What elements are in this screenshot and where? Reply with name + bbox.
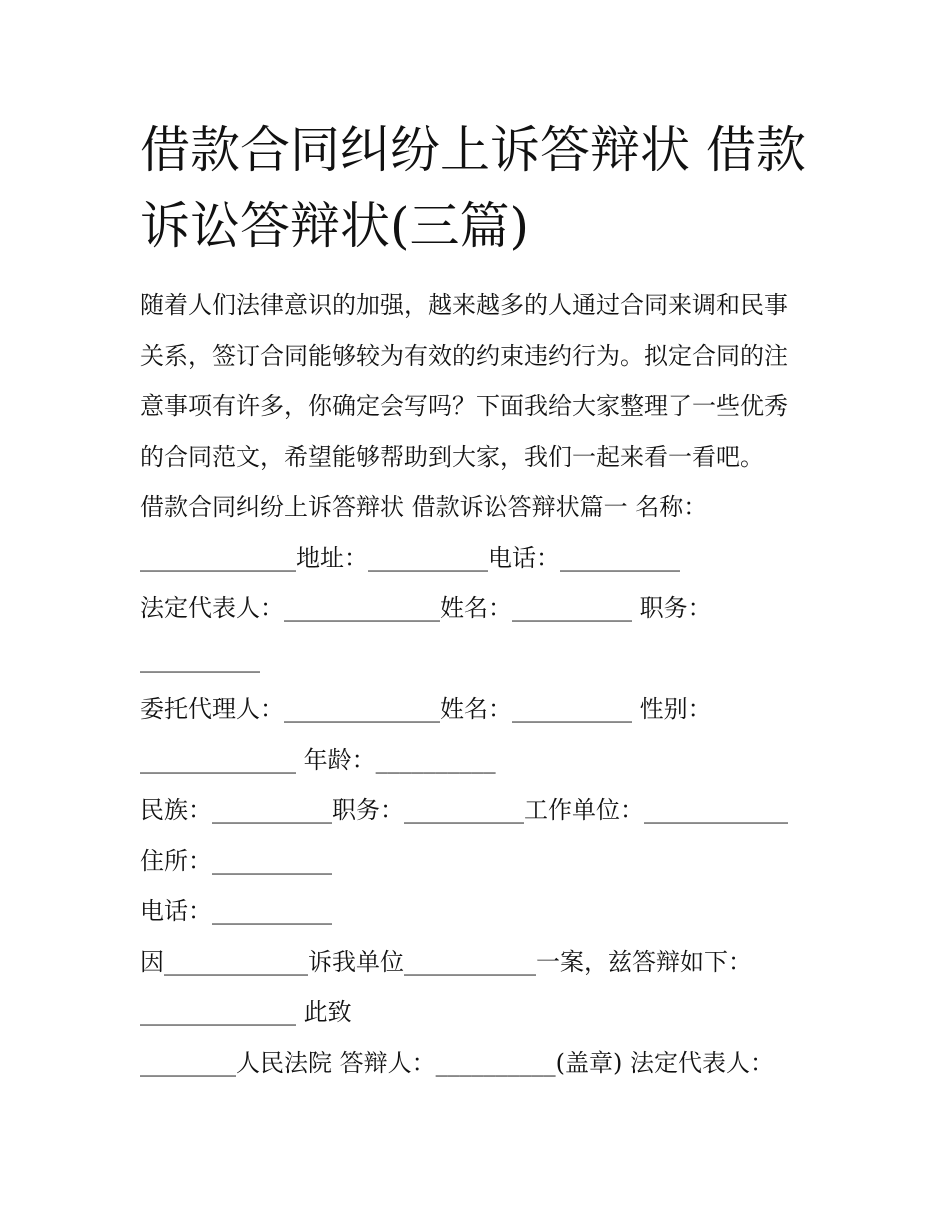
form-line-court-respondent: ________人民法院 答辩人：__________(盖章) 法定代表人： — [140, 1048, 774, 1077]
form-line-closing: _____________ 此致 — [140, 998, 352, 1026]
form-line-address-phone: _____________地址：__________电话：__________ — [140, 543, 680, 572]
intro-line-3: 意事项有许多，你确定会写吗？下面我给大家整理了一些优秀 — [140, 392, 788, 420]
section-heading-line: 借款合同纠纷上诉答辩状 借款诉讼答辩状篇一 名称： — [140, 493, 708, 521]
form-line-residence: 住所：__________ — [140, 846, 332, 875]
intro-line-1: 随着人们法律意识的加强，越来越多的人通过合同来调和民事 — [140, 291, 788, 319]
document-body — [140, 280, 820, 1088]
form-line-age: _____________ 年龄：__________ — [140, 745, 496, 774]
document-title: 借款合同纠纷上诉答辩状 借款诉讼答辩状(三篇) — [140, 121, 806, 255]
form-line-ethnicity-work: 民族：__________职务：__________工作单位：____________ — [140, 796, 788, 824]
form-line-case: 因____________诉我单位___________一案，兹答辩如下： — [140, 947, 752, 976]
intro-line-4: 的合同范文，希望能够帮助到大家，我们一起来看一看吧。 — [140, 442, 764, 471]
form-line-phone: 电话：__________ — [140, 897, 332, 925]
intro-line-2: 关系，签订合同能够较为有效的约束违约行为。拟定合同的注 — [140, 341, 788, 370]
form-line-legal-representative: 法定代表人：_____________姓名：__________ 职务： — [140, 594, 712, 622]
form-line-agent: 委托代理人：_____________姓名：__________ 性别： — [140, 695, 712, 723]
form-line-position-blank: __________ — [140, 644, 260, 673]
